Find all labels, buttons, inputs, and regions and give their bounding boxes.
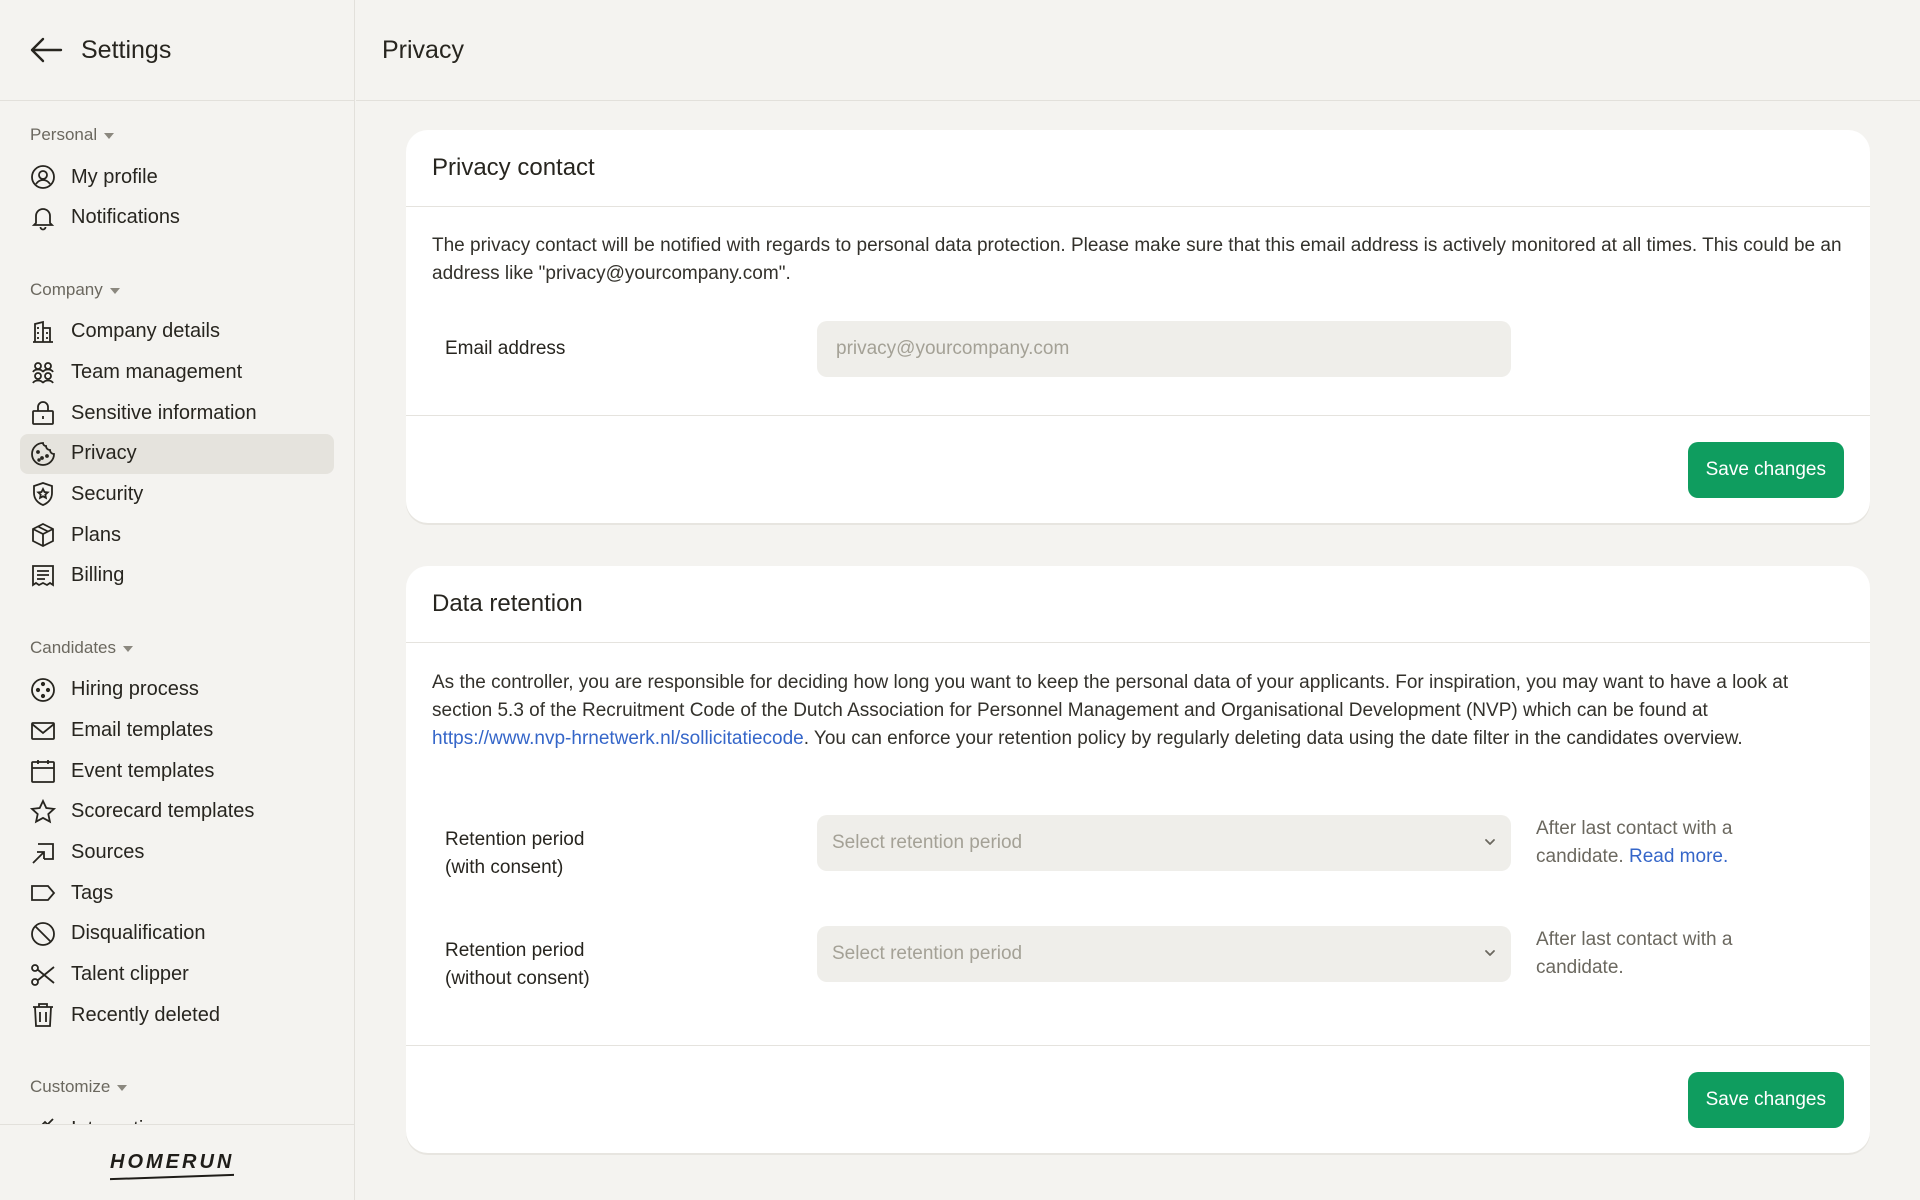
sidebar-item-scorecard-templates[interactable]	[20, 792, 334, 832]
sidebar-item-my-profile[interactable]	[20, 157, 334, 197]
sidebar-item-billing[interactable]	[20, 556, 334, 596]
read-more-link[interactable]: Read more.	[1628, 846, 1729, 867]
prohibited-icon	[30, 921, 56, 947]
sidebar-header	[0, 0, 354, 101]
caret-down-icon	[123, 646, 133, 652]
sidebar-item-company-details[interactable]	[20, 312, 334, 352]
box-icon	[30, 522, 56, 548]
sidebar-title: Settings	[81, 35, 172, 64]
sidebar-item-event-templates[interactable]	[20, 751, 334, 791]
retention-without-consent-label	[432, 926, 817, 993]
email-label: Email address	[445, 338, 566, 359]
retention-without-consent-row	[432, 926, 1844, 993]
sidebar-item-label: Event templates	[71, 759, 215, 782]
sidebar-footer	[0, 1124, 354, 1200]
shield-icon	[30, 481, 56, 507]
nav-group-title[interactable]	[20, 636, 334, 660]
page-header	[356, 0, 1920, 101]
nav-group-title[interactable]	[20, 1075, 334, 1099]
homerun-logo[interactable]: HOMERUN	[110, 1151, 235, 1173]
data-retention-description	[432, 669, 1844, 753]
nav-group-title-text: Customize	[30, 1077, 111, 1097]
bell-icon	[30, 205, 56, 231]
sidebar-item-label: Scorecard templates	[71, 800, 255, 823]
data-retention-card	[406, 566, 1870, 1153]
description-text: As the controller, you are responsible for deciding how long you want to keep the personal data of your applicants. For inspiration, you may want to have a look at section 5.3 of the Recruitment Code of the Dutch Association for Personnel Management and Organisational Development (NVP) which can be found at	[432, 672, 1789, 721]
team-icon	[30, 359, 56, 385]
sidebar-item-label: Notifications	[71, 206, 180, 229]
sidebar-item-label: My profile	[71, 165, 158, 188]
receipt-icon	[30, 563, 56, 589]
email-field[interactable]	[817, 321, 1511, 377]
envelope-icon	[30, 718, 56, 744]
sidebar-item-label: Team management	[71, 360, 243, 383]
tag-icon	[30, 880, 56, 906]
sidebar-item-security[interactable]	[20, 474, 334, 514]
label-line: Retention period	[445, 940, 585, 961]
label-line: Retention period	[445, 829, 585, 850]
sidebar-item-hiring-process[interactable]	[20, 670, 334, 710]
sidebar-item-label: Privacy	[71, 442, 137, 465]
card-footer	[406, 415, 1870, 523]
sidebar-item-plans[interactable]	[20, 515, 334, 555]
sources-icon	[30, 840, 56, 866]
nav-group-personal	[20, 123, 334, 238]
sidebar-item-label: Disqualification	[71, 922, 206, 945]
sidebar-item-recently-deleted[interactable]	[20, 995, 334, 1035]
sidebar-item-email-templates[interactable]	[20, 711, 334, 751]
scissors-icon	[30, 962, 56, 988]
card-header	[406, 566, 1870, 643]
calendar-icon	[30, 758, 56, 784]
caret-down-icon	[117, 1085, 127, 1091]
retention-without-consent-select[interactable]	[817, 926, 1511, 982]
retention-with-consent-select[interactable]	[817, 815, 1511, 871]
nav-group-title-text: Candidates	[30, 637, 117, 657]
nav-group-candidates	[20, 636, 334, 1036]
sidebar-item-tags[interactable]	[20, 873, 334, 913]
select-placeholder: Select retention period	[832, 832, 1023, 853]
cookie-icon	[30, 441, 56, 467]
nav-group-title[interactable]	[20, 123, 334, 147]
hint-text: After last contact with a candidate.	[1536, 818, 1733, 867]
nav-group-title[interactable]	[20, 278, 334, 302]
select-placeholder: Select retention period	[832, 943, 1023, 964]
sidebar-item-talent-clipper[interactable]	[20, 955, 334, 995]
privacy-contact-card	[406, 130, 1870, 523]
label-line: (with consent)	[445, 857, 564, 878]
nav-group-company	[20, 278, 334, 596]
retention-with-consent-hint	[1536, 815, 1796, 871]
trash-icon	[30, 1002, 56, 1028]
page-title: Privacy	[382, 35, 464, 64]
nav-group-title-text: Company	[30, 279, 103, 299]
sidebar-item-privacy[interactable]	[20, 434, 334, 474]
sidebar-item-label: Talent clipper	[71, 963, 189, 986]
caret-down-icon	[110, 288, 120, 294]
sidebar-item-label: Security	[71, 482, 144, 505]
card-title: Data retention	[432, 590, 583, 617]
sidebar-item-label: Email templates	[71, 719, 214, 741]
card-title: Privacy contact	[432, 154, 595, 181]
caret-down-icon	[104, 133, 114, 139]
hiring-process-icon	[30, 677, 56, 703]
sidebar-item-label: Recently deleted	[71, 1003, 220, 1026]
save-changes-button[interactable]: Save changes	[1688, 442, 1844, 498]
back-arrow-icon[interactable]	[28, 32, 64, 68]
sidebar-item-label: Sources	[71, 841, 145, 864]
sidebar-item-label: Tags	[71, 881, 114, 904]
sidebar-item-label: Sensitive information	[71, 401, 257, 424]
user-circle-icon	[30, 164, 56, 190]
chevron-down-icon	[1483, 945, 1497, 963]
retention-with-consent-row	[432, 815, 1844, 882]
sidebar-item-team-management[interactable]	[20, 352, 334, 392]
sidebar-item-sensitive-information[interactable]	[20, 393, 334, 433]
nav-group-title-text: Personal	[30, 125, 98, 144]
sidebar-item-label: Hiring process	[71, 678, 199, 701]
building-icon	[30, 319, 56, 345]
sidebar-item-label: Plans	[71, 523, 122, 546]
star-icon	[30, 799, 56, 825]
sidebar-item-notifications[interactable]	[20, 198, 334, 238]
nvp-link[interactable]: https://www.nvp-hrnetwerk.nl/sollicitatiecode	[432, 728, 804, 749]
sidebar-nav[interactable]	[0, 101, 354, 1124]
card-header	[406, 130, 1870, 207]
retention-with-consent-label	[432, 815, 817, 882]
card-footer	[406, 1045, 1870, 1153]
sidebar-item-sources[interactable]	[20, 833, 334, 873]
retention-without-consent-hint	[1536, 926, 1796, 982]
description-text: . You can enforce your retention policy by regularly deleting data using the date filter in the candidates overview.	[803, 728, 1743, 749]
hint-text: After last contact with a candidate.	[1536, 929, 1733, 978]
lock-icon	[30, 400, 56, 426]
privacy-contact-description: The privacy contact will be notified with regards to personal data protection. Please make sure that this email address is actively monitored at all times. This could be an address like "privacy@yourcompany.com".	[432, 235, 1842, 284]
chevron-down-icon	[1483, 834, 1497, 852]
sidebar-item-label: Billing	[71, 564, 125, 587]
sidebar-item-disqualification[interactable]	[20, 914, 334, 954]
sidebar-item-label: Company details	[71, 320, 220, 343]
settings-sidebar	[0, 0, 355, 1200]
label-line: (without consent)	[445, 968, 590, 989]
save-changes-button[interactable]: Save changes	[1688, 1072, 1844, 1128]
